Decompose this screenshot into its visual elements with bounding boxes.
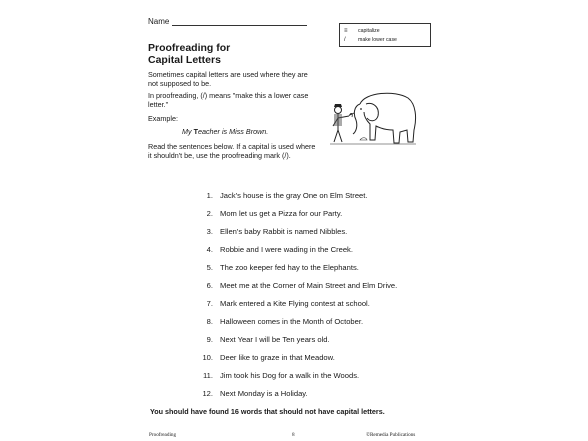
instruction-paragraph: Read the sentences below. If a capital is used where it shouldn't be, use the proofreading mark (/). <box>148 142 316 160</box>
page-number: 8 <box>292 432 295 438</box>
slash-icon: / <box>344 36 346 43</box>
legend-row-capitalize <box>344 26 380 35</box>
sentence-number: 5. <box>206 263 213 272</box>
sentence-text[interactable]: Jack's house is the gray One on Elm Street. <box>220 191 368 200</box>
sentence-number: 2. <box>206 209 213 218</box>
legend-row-lowercase <box>344 35 397 44</box>
sentence-number: 1. <box>206 191 213 200</box>
sentence-number: 6. <box>206 281 213 290</box>
sentence-item <box>195 371 359 381</box>
legend-label: make lower case <box>358 36 397 43</box>
sentence-number: 7. <box>206 299 213 308</box>
sentence-text[interactable]: Mark entered a Kite Flying contest at school. <box>220 299 370 308</box>
sentence-number: 10. <box>202 353 213 362</box>
sentence-text[interactable]: Halloween comes in the Month of October. <box>220 317 364 326</box>
title-line: Capital Letters <box>148 54 221 66</box>
summary-text: You should have found 16 words that should not have capital letters. <box>150 407 385 416</box>
sentence-text[interactable]: Deer like to graze in that Meadow. <box>220 353 335 362</box>
sentence-number: 3. <box>206 227 213 236</box>
title-line: Proofreading for <box>148 42 231 54</box>
sentence-text[interactable]: The zoo keeper fed hay to the Elephants. <box>220 263 359 272</box>
triple-line-icon: ≡ <box>344 27 348 34</box>
sentence-number: 4. <box>206 245 213 254</box>
sentence-item <box>195 335 330 345</box>
sentence-number: 12. <box>202 389 213 398</box>
sentence-text[interactable]: Jim took his Dog for a walk in the Woods. <box>220 371 360 380</box>
example-marked-letter: T <box>193 127 198 136</box>
legend-label: capitalize <box>358 27 380 34</box>
sentence-item <box>195 389 308 399</box>
sentence-item <box>195 245 353 255</box>
sentence-text[interactable]: Robbie and I were wading in the Creek. <box>220 245 353 254</box>
example-label: Example: <box>148 114 178 123</box>
definition-paragraph: In proofreading, (/) means "make this a lower case letter." <box>148 91 309 109</box>
sentence-text[interactable]: Ellen's baby Rabbit is named Nibbles. <box>220 227 348 236</box>
name-line[interactable] <box>172 25 307 26</box>
sentence-item <box>195 209 342 219</box>
sentence-text[interactable]: Next Monday is a Holiday. <box>220 389 308 398</box>
sentence-number: 9. <box>206 335 213 344</box>
worksheet-title <box>148 42 268 66</box>
sentence-item <box>195 227 347 237</box>
sentence-item <box>195 299 370 309</box>
sentence-item <box>195 281 397 291</box>
sentence-number: 11. <box>203 371 213 380</box>
sentence-item <box>195 263 359 273</box>
copyright-text: ©Remedia Publications <box>366 432 416 438</box>
sentence-item <box>195 353 335 363</box>
sentence-number: 8. <box>206 317 213 326</box>
sentence-text[interactable]: Next Year I will be Ten years old. <box>220 335 330 344</box>
name-label: Name <box>148 17 170 26</box>
sentence-item <box>195 317 363 327</box>
footer-section-label: Proofreading <box>149 432 177 438</box>
example-before: My <box>182 127 194 136</box>
example-sentence <box>182 127 268 136</box>
zookeeper-elephant-illustration <box>320 82 420 152</box>
proofreading-legend <box>339 23 431 47</box>
example-after: eacher is Miss Brown. <box>197 127 269 136</box>
sentence-text[interactable]: Mom let us get a Pizza for our Party. <box>220 209 343 218</box>
sentence-item <box>195 191 368 201</box>
intro-paragraph: Sometimes capital letters are used where they are not supposed to be. <box>148 70 308 88</box>
sentence-text[interactable]: Meet me at the Corner of Main Street and Elm Drive. <box>220 281 398 290</box>
